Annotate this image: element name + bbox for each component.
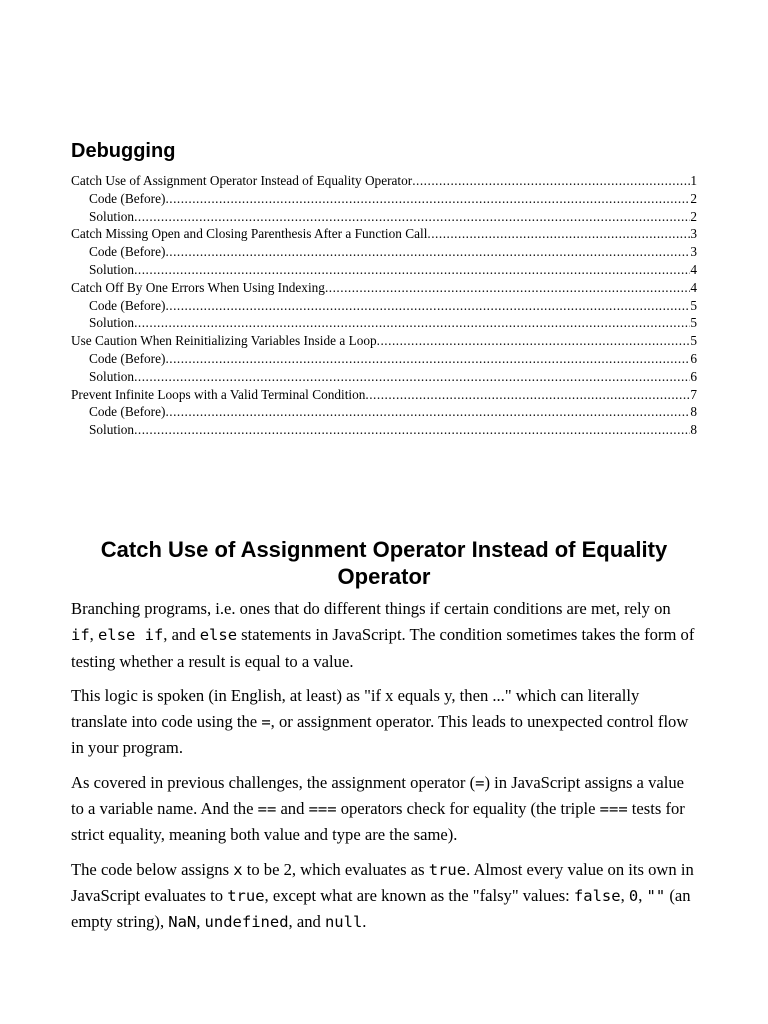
text-span: operators check for equality (the triple <box>336 799 600 819</box>
inline-code: 0 <box>628 886 639 905</box>
toc-page-number: 5 <box>690 333 697 349</box>
text-span: , <box>620 885 629 905</box>
inline-code: x <box>233 860 243 879</box>
table-of-contents <box>71 172 697 439</box>
text-span: to be 2, which evaluates as <box>242 859 429 879</box>
toc-page-number: 8 <box>690 404 697 420</box>
toc-dot-leader <box>165 190 690 208</box>
text-span: statements in JavaScript. The condition sometimes takes the form of testing whether a result is equal to a value. <box>71 625 695 671</box>
toc-entry[interactable] <box>71 172 697 190</box>
toc-page-number: 4 <box>690 261 697 277</box>
toc-page-number: 1 <box>690 173 697 188</box>
toc-entry-link[interactable]: Catch Off By One Errors When Using Indexing <box>71 279 325 295</box>
toc-page-number: 6 <box>690 368 697 384</box>
inline-code: undefined <box>204 913 289 932</box>
text-span: , or assignment operator. This leads to unexpected control flow in your program. <box>71 712 689 758</box>
toc-entry-link[interactable]: Catch Missing Open and Closing Parenthesis After a Function Call <box>71 226 428 242</box>
toc-entry-link[interactable]: Catch Use of Assignment Operator Instead of Equality Operator <box>71 173 413 188</box>
text-span: This logic is spoken (in English, at least) as "if x equals y, then ..." which can literally translate into code using the <box>71 685 640 732</box>
text-span: Branching programs, i.e. ones that do different things if certain conditions are met, rely on <box>71 599 671 618</box>
toc-page-number: 8 <box>690 422 697 438</box>
text-span: As covered in previous challenges, the assignment operator ( <box>71 772 476 792</box>
toc-entry[interactable] <box>71 368 697 386</box>
toc-dot-leader <box>134 261 690 279</box>
text-span: , and <box>288 912 325 932</box>
toc-dot-leader <box>365 386 690 404</box>
text-span: , <box>638 885 647 905</box>
inline-code: = <box>475 773 485 792</box>
toc-page-number: 3 <box>690 226 697 242</box>
toc-page-number: 5 <box>690 315 697 331</box>
toc-page-number: 5 <box>690 297 697 313</box>
toc-entry-link[interactable]: Code (Before) <box>89 350 166 366</box>
toc-entry[interactable] <box>71 403 697 421</box>
toc-entry-link[interactable]: Solution <box>89 422 135 438</box>
toc-dot-leader <box>165 243 690 261</box>
text-span: , except what are known as the "falsy" values: <box>264 885 574 905</box>
toc-entry[interactable] <box>71 350 697 368</box>
inline-code: === <box>599 800 628 819</box>
toc-entry-link[interactable]: Code (Before) <box>89 297 166 313</box>
text-span: (an empty string), <box>71 885 691 932</box>
toc-entry-link[interactable]: Solution <box>89 368 135 384</box>
toc-dot-leader <box>134 421 690 439</box>
toc-entry[interactable] <box>71 243 697 261</box>
text-span: and <box>276 799 309 819</box>
toc-page-number: 6 <box>690 350 697 366</box>
toc-dot-leader <box>325 279 690 297</box>
inline-code: == <box>257 800 277 819</box>
toc-entry[interactable] <box>71 190 697 208</box>
inline-code: = <box>261 713 271 732</box>
toc-entry[interactable] <box>71 225 697 243</box>
toc-entry-link[interactable]: Code (Before) <box>89 190 166 206</box>
toc-dot-leader <box>377 332 691 350</box>
inline-code: else <box>199 626 238 645</box>
text-span: tests for strict equality, meaning both value and type are the same). <box>71 799 685 845</box>
toc-dot-leader <box>165 297 690 315</box>
text-span: , <box>196 912 205 932</box>
section-body <box>71 596 697 944</box>
toc-entry[interactable] <box>71 332 697 350</box>
toc-dot-leader <box>412 172 690 190</box>
toc-entry[interactable] <box>71 314 697 332</box>
toc-page-number: 3 <box>690 244 697 260</box>
inline-code: false <box>573 886 621 905</box>
inline-code: === <box>308 800 337 819</box>
toc-page-number: 7 <box>690 386 697 402</box>
toc-entry-link[interactable]: Prevent Infinite Loops with a Valid Terminal Condition <box>71 386 366 402</box>
toc-dot-leader <box>165 403 690 421</box>
toc-page-number: 2 <box>690 190 697 206</box>
inline-code: else if <box>97 626 164 645</box>
toc-entry-link[interactable]: Code (Before) <box>89 244 166 260</box>
toc-dot-leader <box>134 314 690 332</box>
section-heading: Catch Use of Assignment Operator Instead of Equality Operator <box>100 537 668 589</box>
toc-entry[interactable] <box>71 421 697 439</box>
toc-entry[interactable] <box>71 279 697 297</box>
inline-code: true <box>227 886 265 905</box>
inline-code: true <box>428 860 467 879</box>
toc-entry[interactable] <box>71 297 697 315</box>
toc-page-number: 2 <box>690 208 697 224</box>
toc-entry-link[interactable]: Solution <box>89 261 135 277</box>
toc-entry[interactable] <box>71 386 697 404</box>
toc-entry-link[interactable]: Solution <box>89 315 135 331</box>
text-span: , <box>89 625 98 645</box>
inline-code: "" <box>646 886 666 905</box>
toc-entry-link[interactable]: Use Caution When Reinitializing Variables Inside a Loop <box>71 333 377 349</box>
inline-code: NaN <box>168 913 197 932</box>
paragraph-2 <box>71 683 697 762</box>
toc-entry-link[interactable]: Solution <box>89 208 135 224</box>
paragraph-1 <box>71 596 697 675</box>
toc-page-number: 4 <box>690 279 697 295</box>
paragraph-4 <box>71 857 697 936</box>
text-span: The code below assigns <box>71 859 234 879</box>
toc-entry[interactable] <box>71 208 697 226</box>
text-span: . Almost every value on its own in JavaScript evaluates to <box>71 859 694 905</box>
inline-code: if <box>71 626 90 645</box>
inline-code: null <box>324 913 363 932</box>
text-span: ) in JavaScript assigns a value to a variable name. And the <box>71 772 685 819</box>
toc-title: Debugging <box>71 140 176 162</box>
text-span: , and <box>163 625 200 645</box>
toc-entry-link[interactable]: Code (Before) <box>89 404 166 420</box>
paragraph-3 <box>71 770 697 849</box>
toc-dot-leader <box>165 350 690 368</box>
toc-entry[interactable] <box>71 261 697 279</box>
toc-dot-leader <box>134 368 690 386</box>
text-span: . <box>362 912 367 932</box>
toc-dot-leader <box>134 208 690 226</box>
toc-dot-leader <box>427 225 690 243</box>
